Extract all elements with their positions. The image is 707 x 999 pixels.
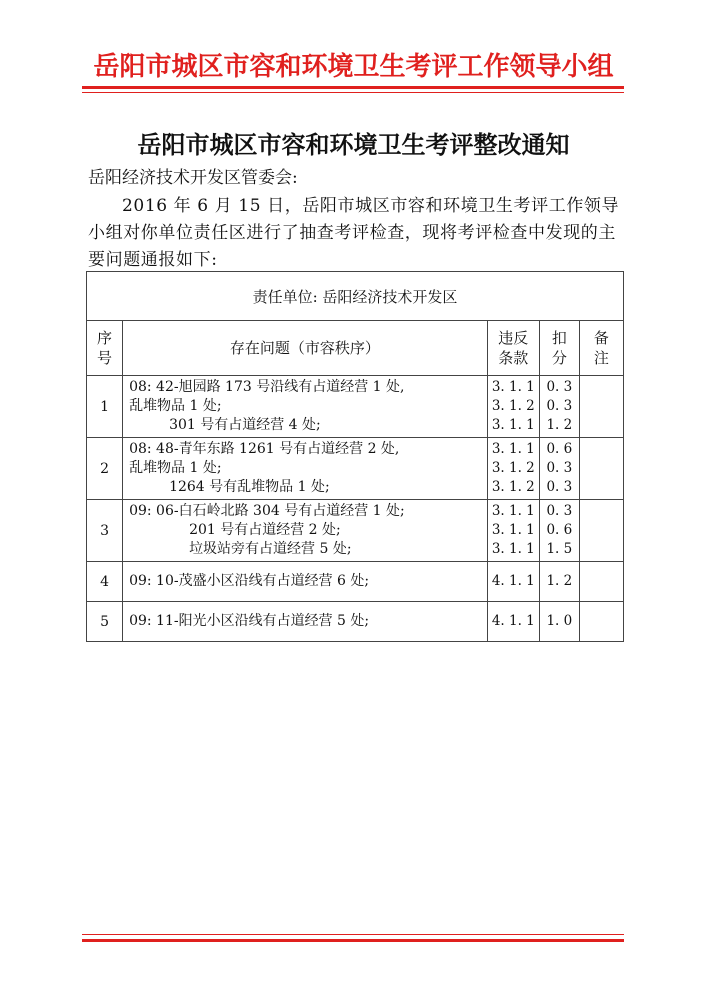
header-clause: 违反条款 [487,321,539,376]
row-issue: 08: 42-旭园路 173 号沿线有占道经营 1 处, 乱堆物品 1 处; 301 号有占道经营 4 处; [123,376,488,438]
table-row [87,438,624,500]
row-note [579,376,623,438]
row-note [579,438,623,500]
row-clauses: 4. 1. 1 [487,562,539,602]
header-issue: 存在问题（市容秩序） [123,321,488,376]
row-points: 0. 3 0. 3 1. 2 [539,376,579,438]
row-issue: 09: 11-阳光小区沿线有占道经营 5 处; [123,602,488,642]
row-points: 0. 3 0. 6 1. 5 [539,500,579,562]
responsible-unit: 责任单位: 岳阳经济技术开发区 [87,272,624,321]
row-note [579,562,623,602]
letterhead-rule-top-thin [82,92,624,93]
row-issue: 08: 48-青年东路 1261 号有占道经营 2 处, 乱堆物品 1 处; 1264 号有乱堆物品 1 处; [123,438,488,500]
table-row [87,500,624,562]
row-number: 5 [87,602,123,642]
row-points: 1. 0 [539,602,579,642]
row-note [579,500,623,562]
row-number: 4 [87,562,123,602]
table-row [87,562,624,602]
row-points: 0. 6 0. 3 0. 3 [539,438,579,500]
inspection-table [86,271,624,642]
addressee: 岳阳经济技术开发区管委会: [88,168,298,188]
footer-rule-thick [82,939,624,942]
row-clauses: 3. 1. 1 3. 1. 1 3. 1. 1 [487,500,539,562]
footer-rule-thin [82,934,624,935]
row-points: 1. 2 [539,562,579,602]
table-header-row [87,321,624,376]
table-row [87,602,624,642]
body-paragraph: 2016 年 6 月 15 日，岳阳市城区市容和环境卫生考评工作领导小组对你单位责任区进行了抽查考评检查，现将考评检查中发现的主要问题通报如下: [88,196,620,270]
header-deduction: 扣分 [539,321,579,376]
table-row [87,376,624,438]
letterhead-title: 岳阳市城区市容和环境卫生考评工作领导小组 [93,52,614,82]
row-issue: 09: 06-白石岭北路 304 号有占道经营 1 处; 201 号有占道经营 2 处; 垃圾站旁有占道经营 5 处; [123,500,488,562]
row-number: 3 [87,500,123,562]
row-clauses: 3. 1. 1 3. 1. 2 3. 1. 2 [487,438,539,500]
header-note: 备注 [579,321,623,376]
row-issue: 09: 10-茂盛小区沿线有占道经营 6 处; [123,562,488,602]
header-no: 序号 [87,321,123,376]
row-number: 2 [87,438,123,500]
document-title: 岳阳市城区市容和环境卫生考评整改通知 [137,130,570,159]
row-clauses: 4. 1. 1 [487,602,539,642]
row-number: 1 [87,376,123,438]
row-note [579,602,623,642]
letterhead-rule-top-thick [82,86,624,89]
row-clauses: 3. 1. 1 3. 1. 2 3. 1. 1 [487,376,539,438]
